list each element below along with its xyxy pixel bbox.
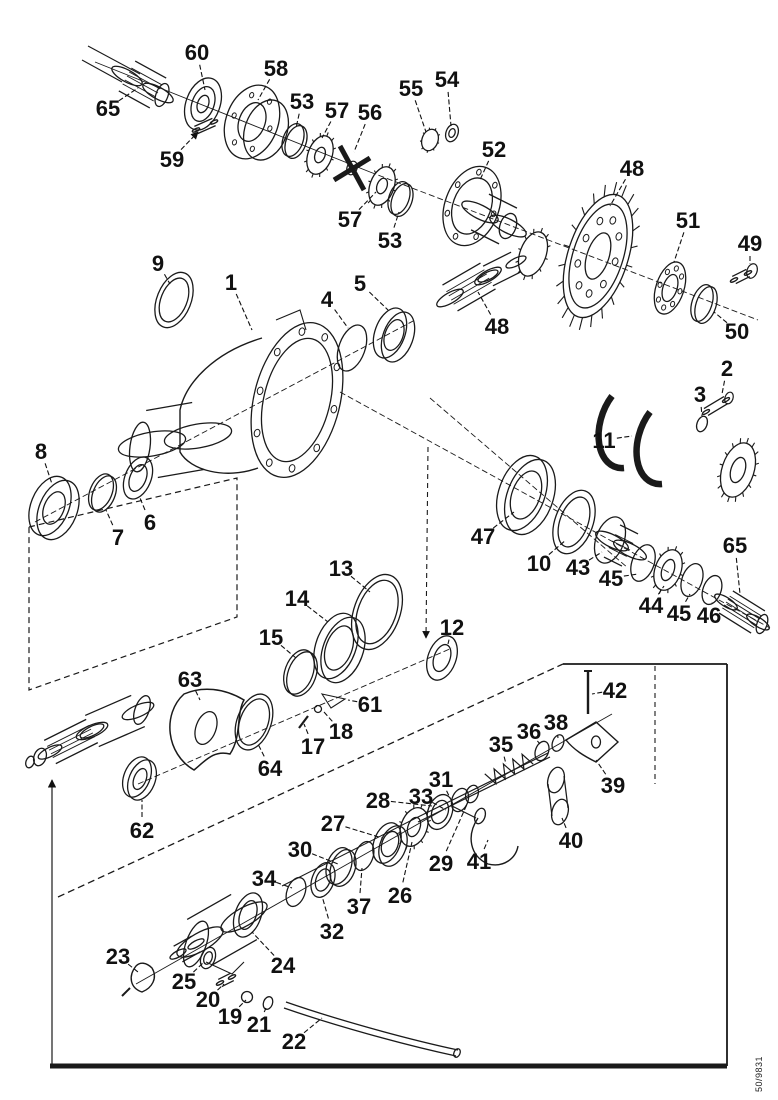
callout-54: 54: [434, 67, 460, 92]
callout-12: 12: [439, 615, 465, 640]
callout-22: 22: [281, 1029, 307, 1054]
callout-61-leader: [348, 700, 357, 702]
callout-55: 55: [398, 76, 424, 101]
callout-51: 51: [675, 208, 701, 233]
callout-2-leader: [722, 381, 725, 394]
callout-54-leader: [448, 92, 451, 126]
callout-57: 57: [324, 98, 350, 123]
callout-44: 44: [638, 593, 664, 618]
callout-14-leader: [307, 606, 328, 622]
callout-47: 47: [470, 524, 496, 549]
callout-49: 49: [737, 231, 763, 256]
callout-65: 65: [95, 96, 121, 121]
callout-60: 60: [184, 40, 210, 65]
callout-65-2-leader: [736, 558, 740, 594]
callout-33: 33: [408, 784, 434, 809]
callout-13: 13: [328, 556, 354, 581]
callout-14: 14: [284, 586, 310, 611]
callout-25: 25: [171, 969, 197, 994]
callout-7-leader: [106, 510, 113, 525]
upper-axis-dashed: [370, 172, 758, 320]
callout-48-2: 48: [484, 314, 510, 339]
callout-63-leader: [196, 691, 200, 700]
callout-37: 37: [346, 894, 372, 919]
callout-36: 36: [516, 719, 542, 744]
callout-11-leader: [617, 436, 632, 438]
callout-56: 56: [357, 100, 383, 125]
callout-30: 30: [287, 837, 313, 862]
callout-39: 39: [600, 773, 626, 798]
callout-10-leader: [549, 540, 566, 555]
callout-35-leader: [504, 757, 506, 764]
callout-35: 35: [488, 732, 514, 757]
callout-56-leader: [354, 124, 365, 152]
callout-9: 9: [151, 251, 165, 276]
callout-63: 63: [177, 667, 203, 692]
callout-24: 24: [270, 953, 296, 978]
callout-29: 29: [428, 851, 454, 876]
callout-24-leader: [252, 932, 274, 956]
callout-26: 26: [387, 883, 413, 908]
callout-1-leader: [236, 294, 252, 330]
callout-42-leader: [592, 692, 602, 694]
callout-18: 18: [328, 719, 354, 744]
callout-4: 4: [320, 287, 334, 312]
callout-65-2: 65: [722, 533, 748, 558]
callout-26-leader: [403, 842, 412, 882]
callout-59: 59: [159, 147, 185, 172]
callout-20: 20: [195, 987, 221, 1012]
callout-51-leader: [674, 232, 684, 262]
callout-43: 43: [565, 555, 591, 580]
callout-5-leader: [369, 292, 388, 310]
callout-2: 2: [720, 356, 734, 381]
callout-45: 45: [598, 566, 624, 591]
callout-55-leader: [415, 100, 426, 132]
callout-61: 61: [357, 692, 383, 717]
callout-28: 28: [365, 788, 391, 813]
callout-21: 21: [246, 1012, 272, 1037]
drawing-code: 50/9831: [754, 1055, 764, 1092]
callout-12-leader: [448, 640, 449, 644]
callout-31: 31: [428, 767, 454, 792]
callout-65-leader: [119, 88, 138, 101]
callout-6: 6: [143, 510, 157, 535]
callout-34: 34: [251, 866, 277, 891]
callout-22-leader: [304, 1018, 322, 1033]
callout-29-leader: [446, 802, 468, 851]
callout-60-leader: [200, 65, 205, 90]
callout-42: 42: [602, 678, 628, 703]
callout-6-leader: [140, 498, 145, 510]
callout-64: 64: [257, 756, 283, 781]
assembly-connector-arrow: [426, 447, 428, 638]
callout-64-leader: [258, 744, 264, 756]
callout-53-2: 53: [377, 228, 403, 253]
callout-50: 50: [724, 319, 750, 344]
callout-5: 5: [353, 271, 367, 296]
callout-57-2: 57: [337, 207, 363, 232]
housing-axis-dashed: [35, 320, 415, 522]
callout-41: 41: [466, 849, 492, 874]
callout-37-leader: [360, 868, 362, 893]
callout-27-leader: [345, 827, 382, 838]
callout-10: 10: [526, 551, 552, 576]
callout-27: 27: [320, 811, 346, 836]
callout-41-leader: [484, 840, 488, 849]
callout-17: 17: [300, 734, 326, 759]
callout-8: 8: [34, 439, 48, 464]
callout-19: 19: [217, 1004, 243, 1029]
callout-3-leader: [701, 407, 702, 416]
callout-45-2: 45: [666, 601, 692, 626]
callout-3: 3: [693, 382, 707, 407]
callout-17-leader: [304, 724, 308, 734]
callout-4-leader: [335, 310, 348, 328]
callout-32-leader: [322, 896, 328, 919]
callout-46: 46: [696, 603, 722, 628]
callout-32: 32: [319, 919, 345, 944]
callout-15: 15: [258, 625, 284, 650]
callout-1: 1: [224, 270, 238, 295]
callout-53: 53: [289, 89, 315, 114]
callout-40: 40: [558, 828, 584, 853]
callout-58-leader: [258, 79, 270, 100]
callout-23: 23: [105, 944, 131, 969]
callout-38: 38: [543, 710, 569, 735]
callout-58: 58: [263, 56, 289, 81]
callout-11: 11: [592, 428, 616, 453]
callout-52: 52: [481, 137, 507, 162]
callout-62: 62: [129, 818, 155, 843]
callout-48: 48: [619, 156, 645, 181]
callout-7: 7: [111, 525, 125, 550]
callout-47-leader: [493, 512, 514, 528]
dashed-panel: [29, 478, 237, 690]
